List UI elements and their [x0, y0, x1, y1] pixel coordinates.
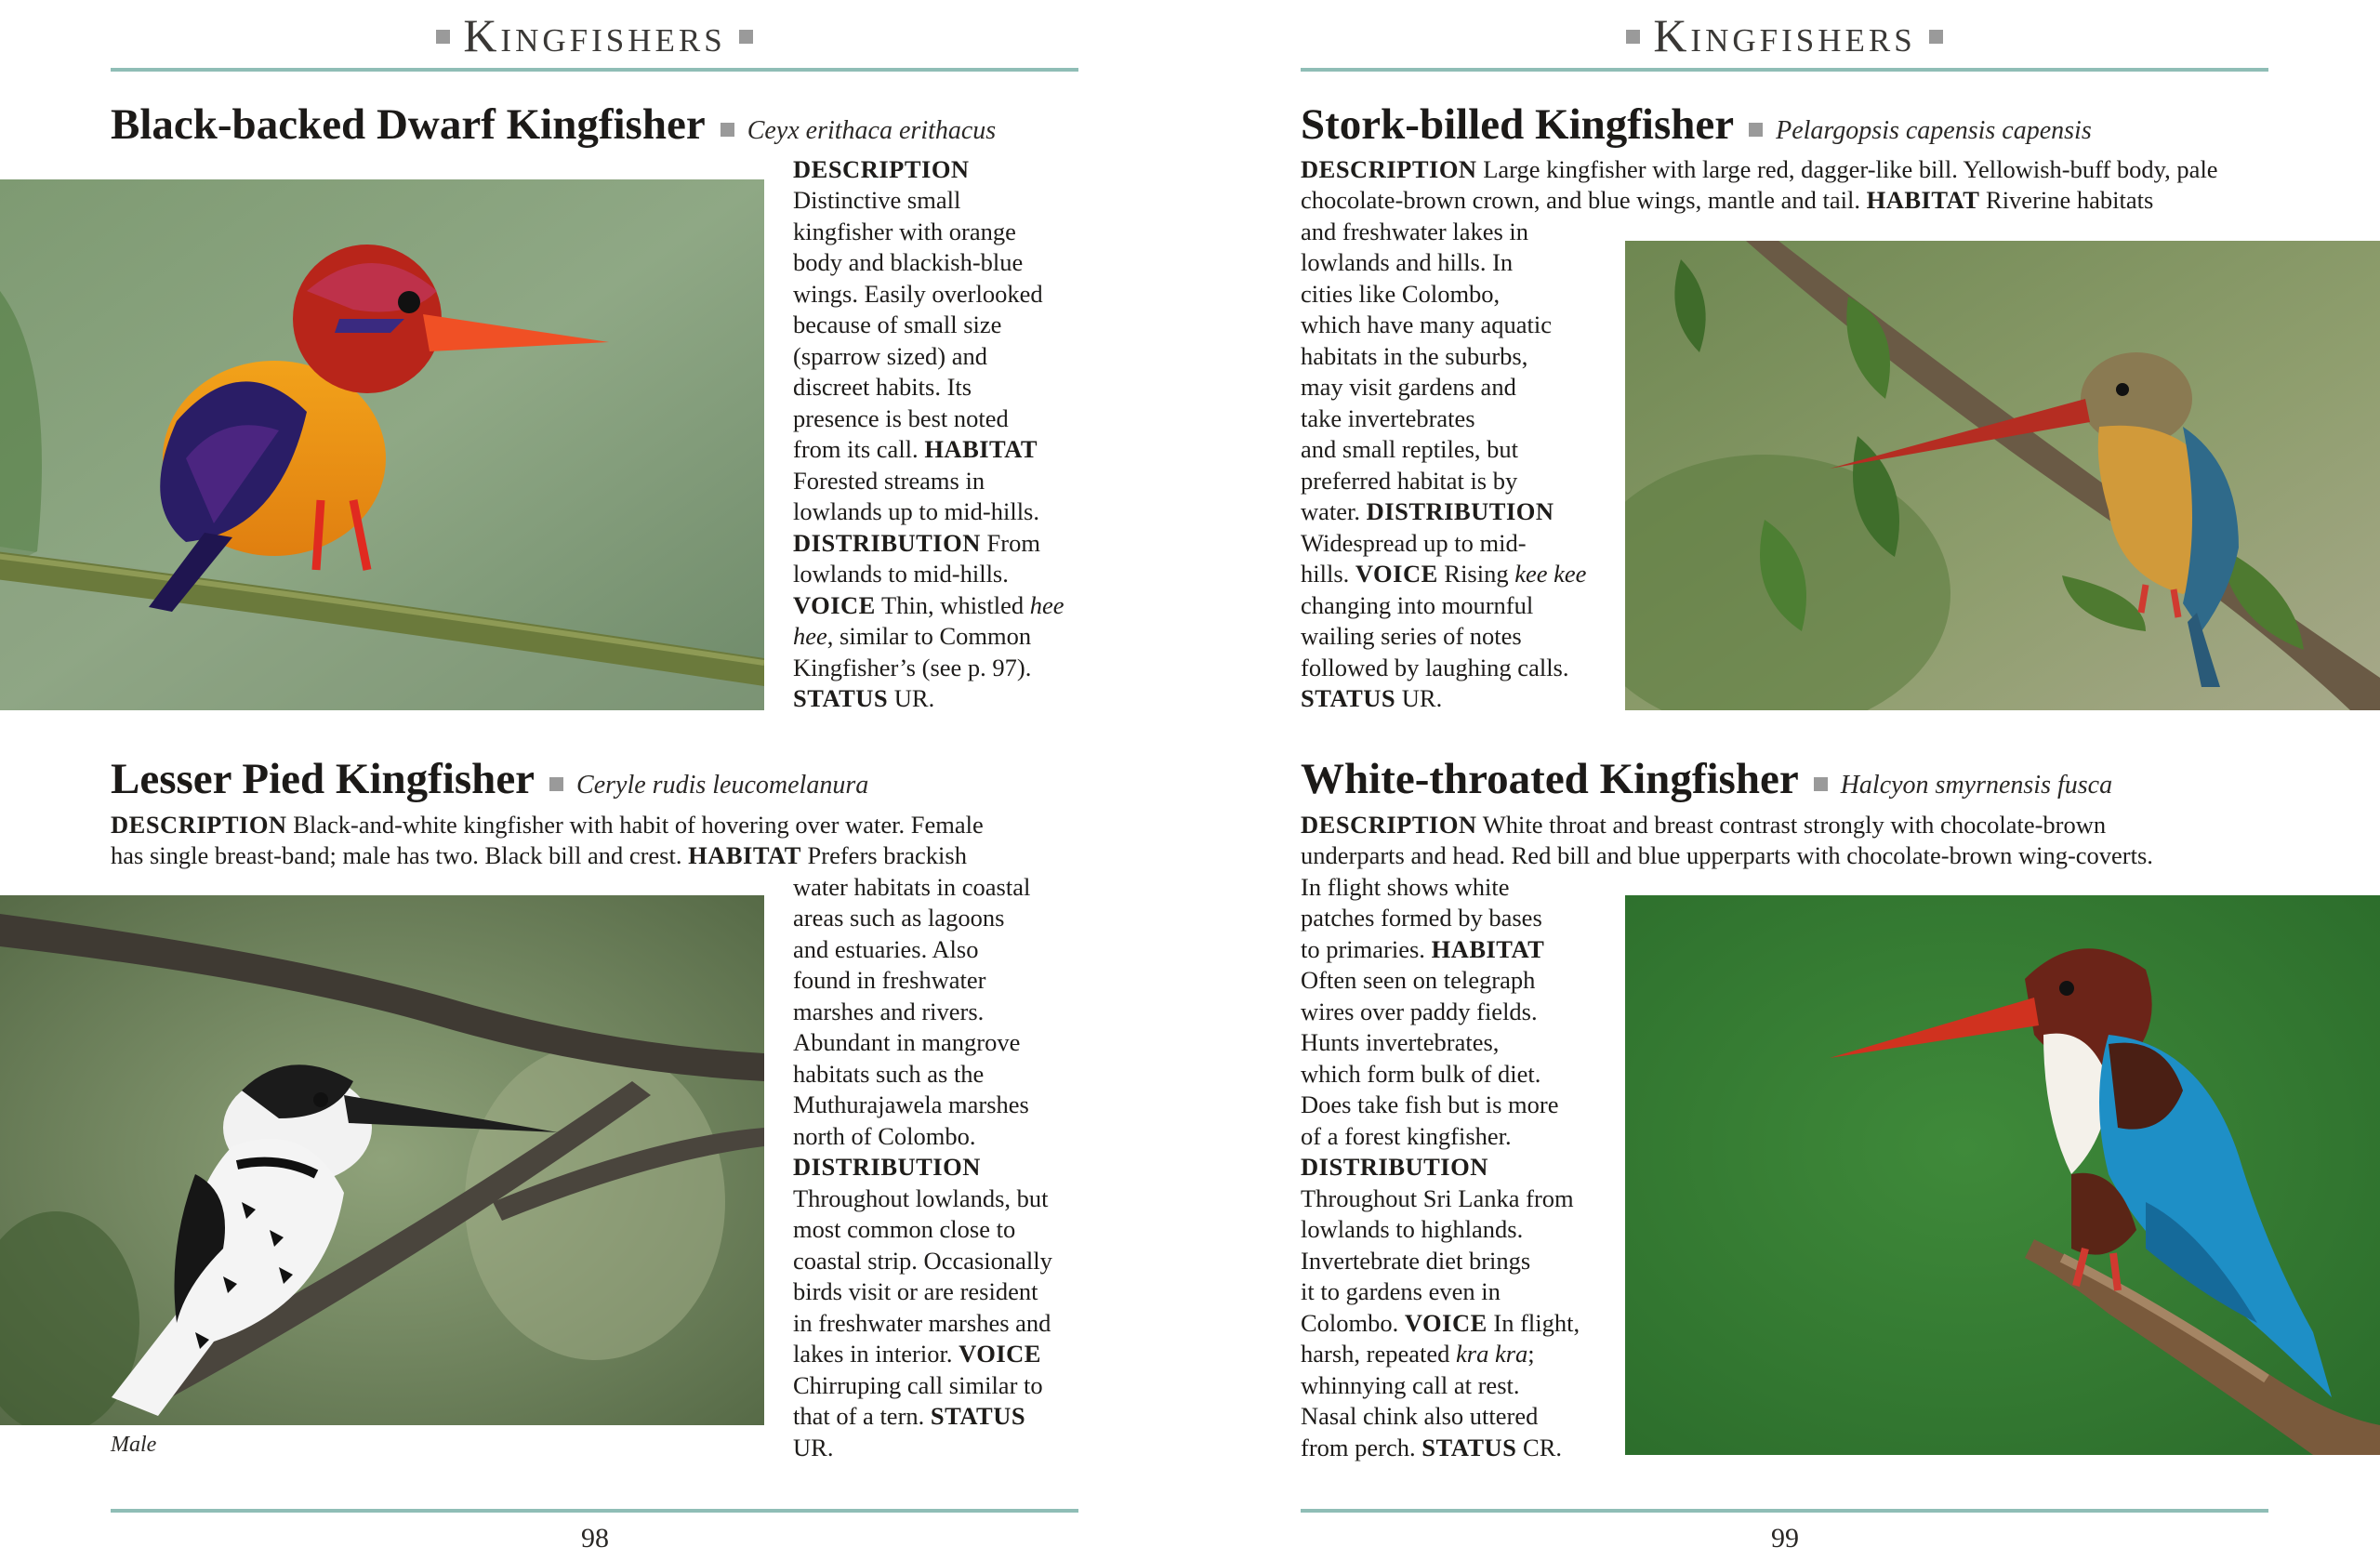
body-text: Rising	[1437, 560, 1515, 588]
common-name: Lesser Pied Kingfisher	[111, 755, 536, 803]
body-text: to primaries.	[1301, 935, 1432, 963]
photo-black-backed-dwarf-kingfisher	[0, 179, 764, 710]
text-line	[1301, 217, 1528, 247]
text-line	[1301, 185, 2153, 216]
section-keyword: VOICE	[959, 1340, 1041, 1368]
section-keyword: STATUS	[1421, 1434, 1517, 1461]
text-line	[1301, 1214, 1523, 1245]
text-line	[1301, 621, 1522, 652]
text-line	[1301, 1059, 1540, 1090]
text-line	[793, 559, 1009, 589]
body-text: lowlands to mid-hills.	[793, 560, 1009, 588]
body-text: CR.	[1516, 1434, 1563, 1461]
body-text: and small reptiles, but	[1301, 435, 1519, 463]
section-keyword: STATUS	[1301, 684, 1396, 712]
body-text: it to gardens even in	[1301, 1277, 1501, 1305]
running-head-left	[111, 7, 1078, 63]
text-line	[793, 1090, 1029, 1120]
text-line	[1301, 559, 1586, 589]
body-text: Chirruping call similar to	[793, 1371, 1043, 1399]
body-text: Invertebrate diet brings	[1301, 1247, 1531, 1275]
body-text: chocolate-brown crown, and blue wings, mantle and tail.	[1301, 186, 1867, 214]
text-line	[793, 528, 1040, 559]
text-line	[1301, 810, 2106, 840]
body-text: birds visit or are resident	[793, 1277, 1038, 1305]
text-line	[793, 653, 1031, 683]
text-line	[793, 1276, 1038, 1307]
head-square-icon	[1929, 30, 1943, 44]
body-text: UR.	[1395, 684, 1443, 712]
text-line	[793, 341, 987, 372]
text-line	[1301, 1027, 1499, 1058]
call-text: kee kee	[1514, 560, 1587, 588]
text-line	[793, 496, 1039, 527]
section-keyword: DESCRIPTION	[1301, 155, 1477, 183]
body-text: White throat and breast contrast strongly with chocolate-brown	[1476, 811, 2107, 839]
text-line	[1301, 341, 1527, 372]
text-line	[793, 1308, 1051, 1339]
body-text: and freshwater lakes in	[1301, 218, 1529, 245]
body-text: water.	[1301, 497, 1367, 525]
text-line	[1301, 279, 1500, 310]
running-head-right	[1301, 7, 2268, 63]
body-text: lowlands and hills. In	[1301, 248, 1514, 276]
section-keyword: DISTRIBUTION	[1301, 1153, 1488, 1181]
section-keyword: STATUS	[930, 1402, 1026, 1430]
text-line	[1301, 1183, 1574, 1214]
text-line	[1301, 653, 1569, 683]
text-line	[793, 1339, 1041, 1369]
text-line	[793, 1214, 1015, 1245]
body-text: Does take fish but is more	[1301, 1091, 1559, 1118]
body-text: cities like Colombo,	[1301, 280, 1501, 308]
section-keyword: VOICE	[793, 591, 876, 619]
section-keyword: STATUS	[793, 684, 889, 712]
page-number: 99	[1771, 1523, 1799, 1553]
body-text: UR.	[888, 684, 935, 712]
body-text: lowlands to highlands.	[1301, 1215, 1524, 1243]
text-line	[1301, 872, 1510, 903]
body-text: marshes and rivers.	[793, 998, 985, 1025]
text-line	[1301, 997, 1538, 1027]
body-text: from perch.	[1301, 1434, 1422, 1461]
section-keyword: VOICE	[1404, 1309, 1488, 1337]
text-line	[793, 590, 1064, 621]
body-text: and estuaries. Also	[793, 935, 979, 963]
body-text: Thin, whistled	[875, 591, 1030, 619]
head-square-icon	[436, 30, 450, 44]
call-text: hee	[793, 622, 827, 650]
photo-white-throated-kingfisher	[1625, 895, 2380, 1455]
section-keyword: HABITAT	[924, 435, 1038, 463]
body-text: UR.	[793, 1434, 834, 1461]
text-line	[1301, 1308, 1580, 1339]
body-text: from its call.	[793, 435, 925, 463]
text-line	[1301, 528, 1527, 559]
text-line	[793, 621, 1031, 652]
body-text: most common close to	[793, 1215, 1016, 1243]
text-line	[793, 279, 1043, 310]
text-line	[1301, 1370, 1520, 1401]
body-text: in freshwater marshes and	[793, 1309, 1051, 1337]
body-text: because of small size	[793, 311, 1002, 338]
section-keyword: HABITAT	[1431, 935, 1545, 963]
photo-lesser-pied-kingfisher	[0, 895, 764, 1425]
body-text: Throughout lowlands, but	[793, 1184, 1049, 1212]
text-line	[111, 840, 967, 871]
title-square-icon	[549, 777, 563, 791]
body-text: of a forest kingfisher.	[1301, 1122, 1512, 1150]
body-text: (sparrow sized) and	[793, 342, 987, 370]
body-text: Large kingfisher with large red, dagger-like bill. Yellowish-buff body, pale	[1476, 155, 2218, 183]
body-text: take invertebrates	[1301, 404, 1475, 432]
latin-name: Halcyon smyrnensis fusca	[1840, 771, 2113, 800]
text-line	[793, 997, 984, 1027]
species-title	[111, 99, 996, 157]
body-text: , similar to Common	[826, 622, 1032, 650]
text-line	[793, 1370, 1043, 1401]
text-line	[1301, 247, 1513, 278]
text-line	[793, 903, 1004, 933]
head-square-icon	[739, 30, 753, 44]
body-text: Hunts invertebrates,	[1301, 1028, 1500, 1056]
page-number: 98	[581, 1523, 609, 1553]
common-name: Stork-billed Kingfisher	[1301, 100, 1735, 149]
text-line	[1301, 310, 1552, 340]
text-line	[1301, 683, 1442, 714]
text-line	[793, 965, 986, 996]
body-text: hills.	[1301, 560, 1355, 588]
text-line	[793, 1152, 981, 1183]
text-line	[793, 466, 985, 496]
section-keyword: DISTRIBUTION	[793, 529, 981, 557]
running-head-text: Kingfishers	[463, 9, 726, 61]
text-line	[1301, 1152, 1488, 1183]
body-text: that of a tern.	[793, 1402, 931, 1430]
common-name: White-throated Kingfisher	[1301, 755, 1799, 803]
body-text: Riverine habitats	[1979, 186, 2154, 214]
section-keyword: HABITAT	[688, 841, 801, 869]
text-line	[793, 1401, 1025, 1432]
text-line	[1301, 434, 1518, 465]
section-keyword: VOICE	[1355, 560, 1438, 588]
body-text: Kingfisher’s (see p. 97).	[793, 654, 1032, 681]
text-line	[1301, 1339, 1535, 1369]
text-line	[793, 217, 1016, 247]
text-line	[793, 1059, 984, 1090]
text-line	[793, 872, 1030, 903]
body-text: Prefers brackish	[800, 841, 967, 869]
body-text: ;	[1527, 1340, 1535, 1368]
body-text: presence is best noted	[793, 404, 1009, 432]
text-line	[1301, 840, 2153, 871]
latin-name: Ceyx erithaca erithacus	[747, 116, 997, 145]
species-title	[111, 753, 868, 812]
text-line	[111, 810, 984, 840]
body-text: body and blackish-blue	[793, 248, 1024, 276]
text-line	[1301, 1121, 1512, 1152]
section-keyword: DESCRIPTION	[111, 811, 287, 839]
call-text: hee	[1029, 591, 1064, 619]
text-line	[793, 247, 1023, 278]
text-line	[793, 1246, 1052, 1276]
body-text: Distinctive small	[793, 186, 961, 214]
body-text: which have many aquatic	[1301, 311, 1553, 338]
latin-name: Ceryle rudis leucomelanura	[576, 771, 869, 800]
section-keyword: DISTRIBUTION	[1366, 497, 1554, 525]
body-text: wires over paddy fields.	[1301, 998, 1538, 1025]
body-text: Muthurajawela marshes	[793, 1091, 1029, 1118]
body-text: Nasal chink also uttered	[1301, 1402, 1539, 1430]
section-keyword: DESCRIPTION	[1301, 811, 1477, 839]
text-line	[1301, 903, 1542, 933]
body-text: harsh, repeated	[1301, 1340, 1457, 1368]
text-line	[793, 1433, 833, 1463]
text-line	[793, 310, 1001, 340]
species-title	[1301, 99, 2092, 157]
body-text: discreet habits. Its	[793, 373, 972, 401]
body-text: Forested streams in	[793, 467, 985, 495]
section-keyword: HABITAT	[1866, 186, 1980, 214]
text-line	[793, 934, 978, 965]
body-text: Throughout Sri Lanka from	[1301, 1184, 1574, 1212]
photo-stork-billed-kingfisher	[1625, 241, 2380, 710]
text-line	[1301, 1401, 1538, 1432]
text-line	[793, 1183, 1049, 1214]
body-text: areas such as lagoons	[793, 904, 1005, 932]
body-text: Abundant in mangrove	[793, 1028, 1021, 1056]
body-text: preferred habitat is by	[1301, 467, 1518, 495]
text-line	[1301, 496, 1554, 527]
body-text: north of Colombo.	[793, 1122, 976, 1150]
text-line	[793, 372, 972, 403]
text-line	[1301, 1276, 1501, 1307]
right-page	[1190, 0, 2380, 1560]
body-text: habitats such as the	[793, 1060, 985, 1088]
text-line	[1301, 372, 1516, 403]
text-line	[1301, 1090, 1558, 1120]
bottom-rule	[111, 1509, 1078, 1513]
body-text: habitats in the suburbs,	[1301, 342, 1528, 370]
top-rule	[111, 68, 1078, 72]
section-keyword: DISTRIBUTION	[793, 1153, 981, 1181]
text-line	[793, 1027, 1020, 1058]
title-square-icon	[1749, 123, 1763, 137]
title-square-icon	[1814, 777, 1828, 791]
body-text: Widespread up to mid-	[1301, 529, 1527, 557]
latin-name: Pelargopsis capensis capensis	[1776, 116, 2092, 145]
text-line	[793, 683, 934, 714]
text-line	[1301, 154, 2218, 185]
body-text: From	[980, 529, 1040, 557]
text-line	[1301, 466, 1517, 496]
body-text: lakes in interior.	[793, 1340, 959, 1368]
text-line	[793, 434, 1038, 465]
photo-caption: Male	[111, 1433, 157, 1457]
title-square-icon	[721, 123, 734, 137]
body-text: Often seen on telegraph	[1301, 966, 1536, 994]
body-text: whinnying call at rest.	[1301, 1371, 1520, 1399]
text-line	[793, 185, 960, 216]
text-line	[1301, 403, 1475, 434]
body-text: water habitats in coastal	[793, 873, 1031, 901]
common-name: Black-backed Dwarf Kingfisher	[111, 100, 706, 149]
body-text: In flight,	[1487, 1309, 1580, 1337]
text-line	[1301, 934, 1544, 965]
text-line	[793, 154, 970, 185]
text-line	[793, 403, 1009, 434]
body-text: patches formed by bases	[1301, 904, 1542, 932]
body-text: which form bulk of diet.	[1301, 1060, 1541, 1088]
body-text: wailing series of notes	[1301, 622, 1522, 650]
text-line	[1301, 965, 1535, 996]
body-text: kingfisher with orange	[793, 218, 1016, 245]
body-text: coastal strip. Occasionally	[793, 1247, 1052, 1275]
body-text: In flight shows white	[1301, 873, 1510, 901]
body-text: underparts and head. Red bill and blue upperparts with chocolate-brown wing-coverts.	[1301, 841, 2153, 869]
species-title	[1301, 753, 2112, 812]
call-text: kra kra	[1456, 1340, 1528, 1368]
body-text: has single breast-band; male has two. Black bill and crest.	[111, 841, 689, 869]
body-text: Black-and-white kingfisher with habit of hovering over water. Female	[286, 811, 984, 839]
body-text: found in freshwater	[793, 966, 986, 994]
running-head-text: Kingfishers	[1653, 9, 1916, 61]
body-text: may visit gardens and	[1301, 373, 1516, 401]
text-line	[1301, 1433, 1562, 1463]
section-keyword: DESCRIPTION	[793, 155, 970, 183]
body-text: lowlands up to mid-hills.	[793, 497, 1039, 525]
body-text: Colombo.	[1301, 1309, 1405, 1337]
body-text: wings. Easily overlooked	[793, 280, 1043, 308]
head-square-icon	[1626, 30, 1640, 44]
top-rule	[1301, 68, 2268, 72]
body-text: followed by laughing calls.	[1301, 654, 1569, 681]
text-line	[1301, 590, 1533, 621]
text-line	[793, 1121, 976, 1152]
bottom-rule	[1301, 1509, 2268, 1513]
body-text: changing into mournful	[1301, 591, 1534, 619]
text-line	[1301, 1246, 1530, 1276]
